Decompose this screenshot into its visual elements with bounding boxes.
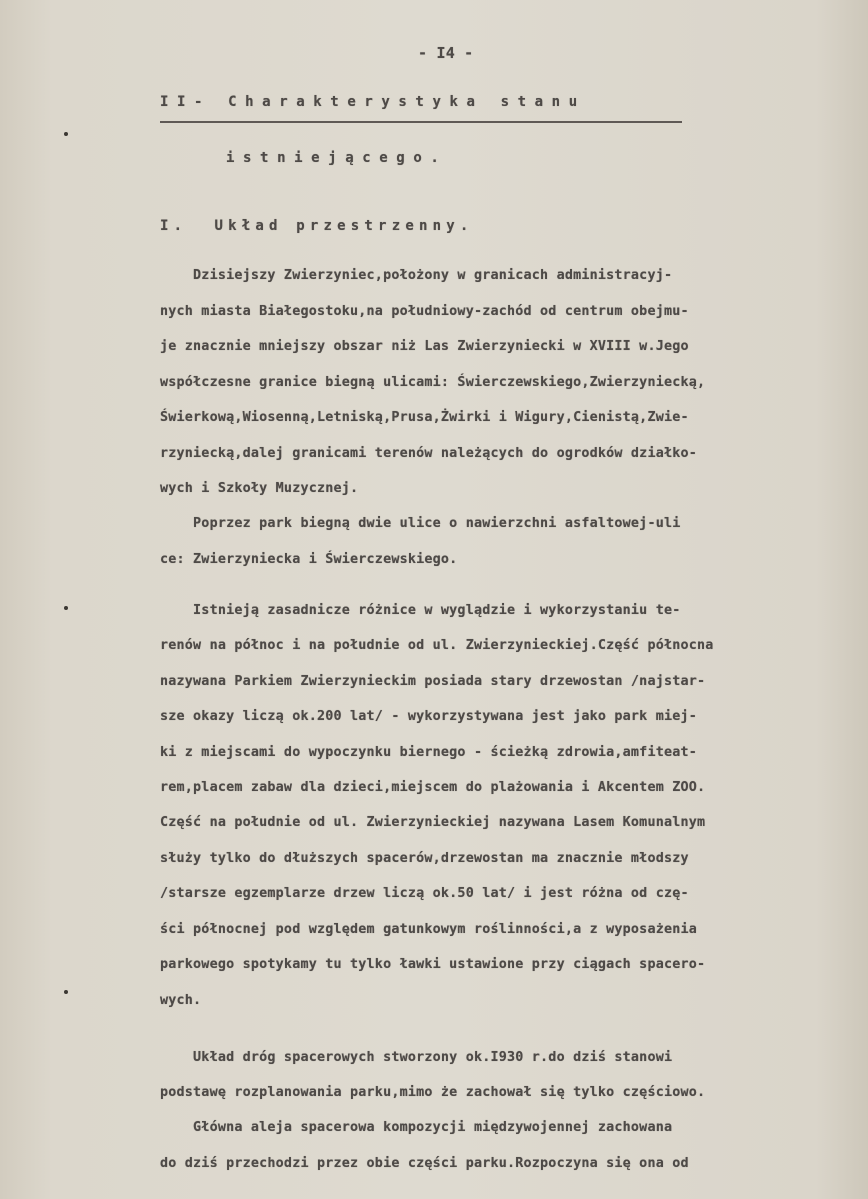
body-line: parkowego spotykamy tu tylko ławki ustawione przy ciągach spacero-	[160, 957, 706, 972]
body-line: /starsze egzemplarze drzew liczą ok.50 lat/ i jest różna od czę-	[160, 886, 689, 901]
body-line: ści północnej pod względem gatunkowym roślinności,a z wyposażenia	[160, 922, 698, 937]
punch-hole-mark	[64, 606, 68, 610]
body-line: nych miasta Białegostoku,na południowy-zachód od centrum obejmu-	[160, 304, 689, 319]
section-title: I. Układ przestrzenny.	[160, 218, 474, 234]
body-line: Część na południe od ul. Zwierzynieckiej nazywana Lasem Komunalnym	[160, 815, 706, 830]
body-line: Świerkową,Wiosenną,Letniską,Prusa,Żwirki i Wigury,Cienistą,Zwie-	[160, 410, 689, 425]
punch-hole-mark	[64, 990, 68, 994]
body-line: służy tylko do dłuższych spacerów,drzewostan ma znacznie młodszy	[160, 851, 689, 866]
heading-line-2: istniejącego.	[226, 150, 448, 166]
body-line: nazywana Parkiem Zwierzynieckim posiada stary drzewostan /najstar-	[160, 674, 706, 689]
body-line: sze okazy liczą ok.200 lat/ - wykorzystywana jest jako park miej-	[160, 709, 698, 724]
body-line: ki z miejscami do wypoczynku biernego - ścieżką zdrowia,amfiteat-	[160, 745, 698, 760]
body-line: do dziś przechodzi przez obie części parku.Rozpoczyna się ona od	[160, 1156, 689, 1171]
body-line: Istnieją zasadnicze różnice w wyglądzie i wykorzystaniu te-	[160, 603, 681, 618]
body-line: wych.	[160, 993, 202, 1008]
heading-line-1: II- Charakterystyka stanu	[160, 94, 586, 110]
body-line: renów na północ i na południe od ul. Zwierzynieckiej.Część północna	[160, 638, 714, 653]
body-line: Główna aleja spacerowa kompozycji międzywojennej zachowana	[160, 1120, 673, 1135]
body-line: rem,placem zabaw dla dzieci,miejscem do plażowania i Akcentem ZOO.	[160, 780, 706, 795]
body-line: Dzisiejszy Zwierzyniec,położony w granicach administracyj-	[160, 268, 673, 283]
body-line: wych i Szkoły Muzycznej.	[160, 481, 359, 496]
heading-underline	[160, 121, 682, 123]
body-line: rzyniecką,dalej granicami terenów należących do ogrodków działko-	[160, 446, 698, 461]
body-line: Układ dróg spacerowych stworzony ok.I930 r.do dziś stanowi	[160, 1050, 673, 1065]
page-number: - I4 -	[418, 44, 474, 62]
body-line: je znacznie mniejszy obszar niż Las Zwierzyniecki w XVIII w.Jego	[160, 339, 689, 354]
punch-hole-mark	[64, 132, 68, 136]
body-line: podstawę rozplanowania parku,mimo że zachował się tylko częściowo.	[160, 1085, 706, 1100]
body-line: współczesne granice biegną ulicami: Świerczewskiego,Zwierzyniecką,	[160, 375, 706, 390]
body-line: ce: Zwierzyniecka i Świerczewskiego.	[160, 552, 458, 567]
body-line: Poprzez park biegną dwie ulice o nawierzchni asfaltowej-uli	[160, 516, 681, 531]
